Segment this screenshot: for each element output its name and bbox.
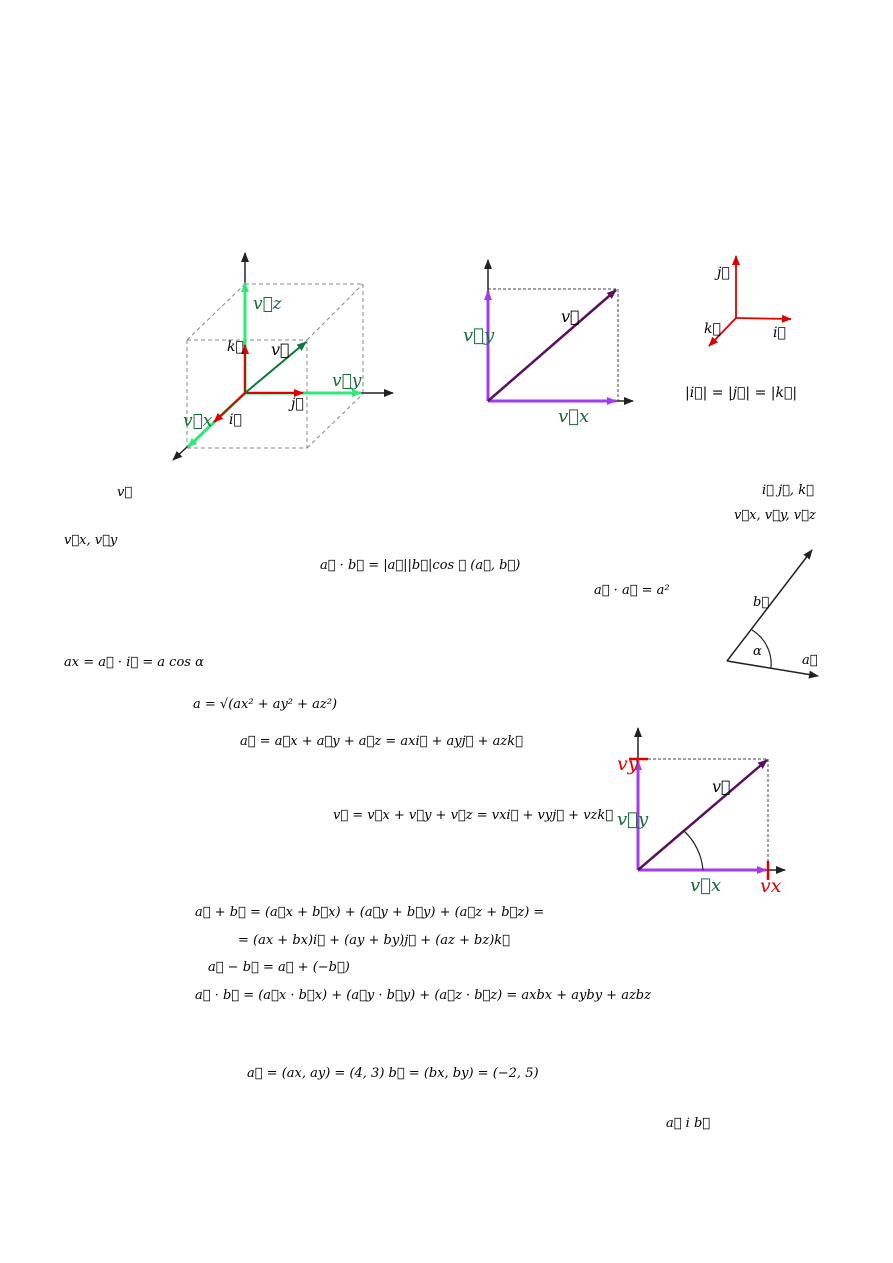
angle-label-b: b⃗ [753,595,770,610]
unit-vectors-equality: |i⃗| = |j⃗| = |k⃗| [685,385,798,401]
formula-example-vectors: a⃗ = (ax, ay) = (4, 3) b⃗ = (bx, by) = (−2, 5) [247,1066,539,1081]
plane-v-vector [488,290,616,401]
formula-a-components: a⃗ = a⃗x + a⃗y + a⃗z = axi⃗ + ayj⃗ + azk⃗ [240,734,523,749]
formula-magnitude: a = √(ax² + ay² + az²) [193,697,338,712]
unit-label-j: j⃗ [717,265,730,281]
text-v-vec: v⃗ [117,485,133,500]
formula-sum-line1: a⃗ + b⃗ = (a⃗x + b⃗x) + (a⃗y + b⃗y) + (a⃗z + b⃗z) = [195,905,545,920]
cube-label-v: v⃗ [271,340,290,359]
plane-figure [488,260,633,401]
formula-ax-projection: ax = a⃗ · i⃗ = a cos α [64,655,204,670]
plane-label-v: v⃗ [561,307,580,326]
text-vxvyvz: v⃗x, v⃗y, v⃗z [734,508,816,523]
proj-label-vy-scalar: vy [617,753,639,775]
proj-label-vy-vec: v⃗y [617,809,649,830]
cube-label-vy: v⃗y [332,371,362,391]
formula-a-and-b: a⃗ i b⃗ [666,1116,711,1131]
angle-label-alpha: α [753,644,762,659]
projection-figure [629,728,785,880]
cube-label-k: k⃗ [227,339,244,355]
formula-a-dot-a: a⃗ · a⃗ = a² [594,583,670,598]
proj-label-vx-scalar: vx [760,875,782,897]
formula-dot-product-definition: a⃗ · b⃗ = |a⃗||b⃗|cos ∢ (a⃗, b⃗) [320,558,521,573]
formula-difference: a⃗ − b⃗ = a⃗ + (−b⃗) [208,960,350,975]
proj-label-v: v⃗ [712,777,731,796]
formula-sum-line2: = (ax + bx)i⃗ + (ay + by)j⃗ + (az + bz)k⃗ [238,933,510,948]
cube-label-i: i⃗ [229,412,242,428]
text-ijk: i⃗ j⃗, k⃗ [762,483,814,498]
plane-label-vx: v⃗x [558,406,590,427]
cube-label-vx: v⃗x [183,411,213,431]
angle-label-a: a⃗ [802,653,818,668]
cube-label-j: j⃗ [291,396,304,412]
formula-dot-components: a⃗ · b⃗ = (a⃗x · b⃗x) + (a⃗y · b⃗y) + (a⃗z · b⃗z) = axbx + ayby + azbz [195,988,651,1003]
text-vxvy: v⃗x, v⃗y [64,533,118,548]
plane-label-vy: v⃗y [463,325,495,346]
cube-label-vz: v⃗z [253,294,282,314]
unit-label-k: k⃗ [704,321,721,337]
formula-v-components: v⃗ = v⃗x + v⃗y + v⃗z = vxi⃗ + vyj⃗ + vzk⃗ [333,808,614,823]
proj-label-vx-vec: v⃗x [690,875,722,896]
unit-label-i: i⃗ [773,325,786,341]
